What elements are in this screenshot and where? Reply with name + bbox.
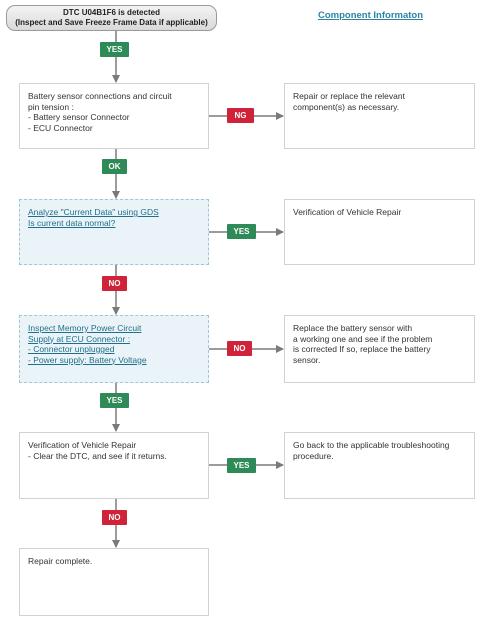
supply-ecu-connector-link[interactable]: Supply at ECU Connector : <box>28 333 131 344</box>
start-title: DTC U04B1F6 is detected <box>63 8 160 17</box>
yes-badge: YES <box>227 458 256 473</box>
no-badge: NO <box>102 510 127 525</box>
step-inspect-memory-power <box>19 315 209 383</box>
step-text-line: - Clear the DTC, and see if it returns. <box>28 450 167 461</box>
connector-unplugged-link[interactable]: - Connector unplugged <box>28 344 115 354</box>
step-analyze-current-data <box>19 199 209 265</box>
step-text-line: - Battery sensor Connector <box>28 112 130 122</box>
result-repair-replace <box>284 83 475 149</box>
component-information-link[interactable]: Component Informaton <box>318 10 424 21</box>
step-text-line: Repair complete. <box>28 556 93 566</box>
result-text-line: Replace the battery sensor with <box>293 323 413 333</box>
yes-badge: YES <box>227 224 256 239</box>
result-go-back-troubleshooting <box>284 432 475 499</box>
step-verification-clear-dtc <box>19 432 209 499</box>
start-node <box>6 5 217 31</box>
start-subtitle: (Inspect and Save Freeze Frame Data if applicable) <box>15 18 208 27</box>
step-text-line: Verification of Vehicle Repair <box>28 440 137 450</box>
step-text-line: pin tension : <box>28 101 74 112</box>
current-data-normal-link[interactable]: Is current data normal? <box>28 217 116 228</box>
yes-badge: YES <box>100 42 129 57</box>
ok-badge: OK <box>102 159 127 174</box>
analyze-current-data-link[interactable]: Analyze "Current Data" using GDS <box>28 207 159 217</box>
yes-badge: YES <box>100 393 129 408</box>
result-text-line: component(s) as necessary. <box>293 101 400 112</box>
step-repair-complete <box>19 548 209 616</box>
no-badge: NO <box>102 276 127 291</box>
ng-badge: NG <box>227 108 254 123</box>
result-text-line: sensor. <box>293 354 321 365</box>
result-text-line: Go back to the applicable troubleshooting <box>293 440 450 450</box>
step-text-line: - ECU Connector <box>28 122 93 133</box>
inspect-memory-power-link[interactable]: Inspect Memory Power Circuit <box>28 323 142 333</box>
result-text-line: is corrected If so, replace the battery <box>293 344 431 354</box>
result-text-line: a working one and see if the problem <box>293 333 433 344</box>
result-verification-repair <box>284 199 475 265</box>
power-supply-battery-link[interactable]: - Power supply: Battery Voltage <box>28 354 147 365</box>
step-text-line: Battery sensor connections and circuit <box>28 91 172 101</box>
no-badge: NO <box>227 341 252 356</box>
result-replace-battery-sensor <box>284 315 475 383</box>
result-text-line: procedure. <box>293 450 334 461</box>
result-text-line: Verification of Vehicle Repair <box>293 207 402 217</box>
step-battery-sensor-connections <box>19 83 209 149</box>
result-text-line: Repair or replace the relevant <box>293 91 405 101</box>
